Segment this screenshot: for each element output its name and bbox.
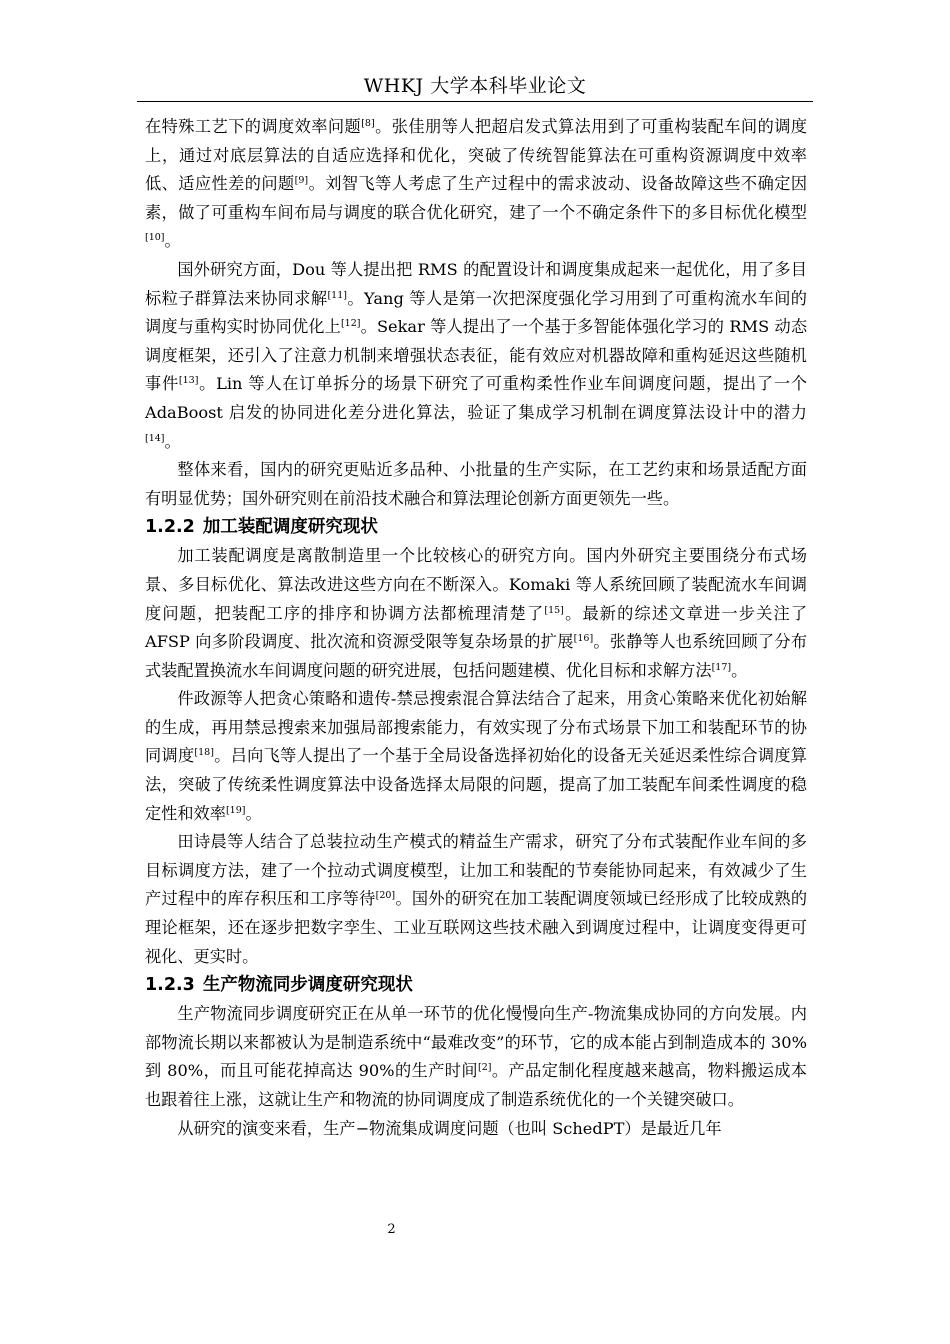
citation-ref: [15]	[544, 604, 564, 616]
body-paragraph	[145, 256, 807, 456]
body-paragraph	[145, 1115, 807, 1144]
citation-ref: [19]	[225, 804, 246, 816]
section-heading	[145, 513, 807, 542]
citation-ref: [17]	[711, 661, 732, 673]
section-number: 1.2.2	[145, 517, 195, 538]
section-title: 生产物流同步调度研究现状	[202, 975, 413, 996]
body-paragraph	[145, 542, 807, 685]
paragraph-text: 。产品定制化程度越来越高，物料搬运成本也跟着往上涨，这就让生产和物流的协同调度成了制造系统优化的一个关键突破口。	[145, 1061, 807, 1109]
paragraph-text: 加工装配调度是离散制造里一个比较核心的研究方向。国内外研究主要围绕分布式场景、多目标优化、算法改进这些方向在不断深入。Komaki 等人系统回顾了装配流水车间调度问题，把装配工序的排序和协调方法都梳理清楚了	[145, 546, 807, 623]
citation-ref: [8]	[361, 118, 375, 129]
paragraph-text: 件政源等人把贪心策略和遗传-禁忌搜索混合算法结合了起来，用贪心策略来优化初始解的生成，再用禁忌搜索来加强局部搜索能力，有效实现了分布式场景下加工和装配环节的协同调度	[145, 689, 807, 766]
body-paragraph	[145, 1000, 807, 1114]
paragraph-text: 。Sekar 等人提出了一个基于多智能体强化学习的 RMS 动态调度框架，还引入了注意力机制来增强状态表征，能有效应对机器故障和重构延迟这些随机事件	[145, 317, 808, 394]
paragraph-text: 。张静等人也系统回顾了分布式装配置换流水车间调度问题的研究进展，包括问题建模、优化目标和求解方法	[145, 632, 808, 680]
citation-ref: [14]	[145, 432, 165, 444]
paragraph-text: 。	[164, 231, 181, 251]
paragraph-text: 。Yang 等人是第一次把深度强化学习用到了可重构流水车间的调度与重构实时协同优化上	[145, 288, 807, 337]
citation-ref: [16]	[573, 633, 594, 645]
citation-ref: [2]	[478, 1062, 492, 1074]
section-heading	[145, 971, 807, 1000]
paragraph-text: 。Lin 等人在订单拆分的场景下研究了可重构柔性作业车间调度问题，提出了一个 AdaBoost 启发的协同进化差分进化算法，验证了集成学习机制在调度算法设计中的潜力	[145, 374, 808, 422]
document-body	[145, 113, 807, 1143]
paragraph-text: 。	[731, 660, 748, 680]
citation-ref: [18]	[194, 747, 214, 759]
paragraph-text: 整体来看，国内的研究更贴近多品种、小批量的生产实际，在工艺约束和场景适配方面有明显优势；国外研究则在前沿技术融合和算法理论创新方面更领先一些。	[145, 460, 807, 508]
paragraph-text: 生产物流同步调度研究正在从单一环节的优化慢慢向生产-物流集成协同的方向发展。内部物流长期以来都被认为是制造系统中“最难改变”的环节，它的成本能占到制造成本的 30%到 80%，而且可能花掉高达 90%的生产时间	[145, 1004, 807, 1081]
running-header: WHKJ 大学本科毕业论文	[363, 75, 587, 97]
header-rule	[137, 101, 813, 102]
paragraph-text: 。最新的综述文章进一步关注了 AFSP 向多阶段调度、批次流和资源受限等复杂场景的扩展	[145, 603, 808, 652]
section-title: 加工装配调度研究现状	[202, 517, 378, 538]
body-paragraph	[145, 456, 807, 513]
citation-ref: [12]	[340, 318, 361, 330]
body-paragraph	[145, 113, 807, 256]
page-number: 2	[387, 1222, 396, 1237]
citation-ref: [9]	[294, 175, 309, 187]
citation-ref: [10]	[145, 232, 165, 244]
paragraph-text: 。刘智飞等人考虑了生产过程中的需求波动、设备故障这些不确定因素，做了可重构车间布局与调度的联合优化研究，建了一个不确定条件下的多目标优化模型	[145, 174, 808, 222]
paragraph-text: 在特殊工艺下的调度效率问题	[145, 117, 362, 136]
citation-ref: [11]	[327, 289, 347, 301]
citation-ref: [20]	[375, 890, 396, 902]
body-paragraph	[145, 685, 807, 828]
paragraph-text: 。国外的研究在加工装配调度领域已经形成了比较成熟的理论框架，还在逐步把数字孪生、工业互联网这些技术融入到调度过程中，让调度变得更可视化、更实时。	[145, 889, 808, 966]
paragraph-text: 。	[245, 803, 262, 823]
body-paragraph	[145, 828, 807, 971]
paragraph-text: 。张佳朋等人把超启发式算法用到了可重构装配车间的调度上，通过对底层算法的自适应选择和优化，突破了传统智能算法在可重构资源调度中效率低、适应性差的问题	[145, 117, 808, 194]
paragraph-text: 从研究的演变来看，生产−物流集成调度问题（也叫 SchedPT）是最近几年	[177, 1118, 722, 1138]
paragraph-text: 田诗晨等人结合了总装拉动生产模式的精益生产需求，研究了分布式装配作业车间的多目标调度方法，建了一个拉动式调度模型，让加工和装配的节奏能协同起来，有效减少了生产过程中的库存积压和工序等待	[145, 832, 807, 909]
paragraph-text: 国外研究方面，Dou 等人提出把 RMS 的配置设计和调度集成起来一起优化，用了多目标粒子群算法来协同求解	[145, 259, 807, 308]
paragraph-text: 。吕向飞等人提出了一个基于全局设备选择初始化的设备无关延迟柔性综合调度算法，突破了传统柔性调度算法中设备选择太局限的问题，提高了加工装配车间柔性调度的稳定性和效率	[145, 746, 807, 823]
paragraph-text: 。	[164, 431, 181, 451]
citation-ref: [13]	[178, 375, 199, 387]
section-number: 1.2.3	[145, 975, 195, 996]
